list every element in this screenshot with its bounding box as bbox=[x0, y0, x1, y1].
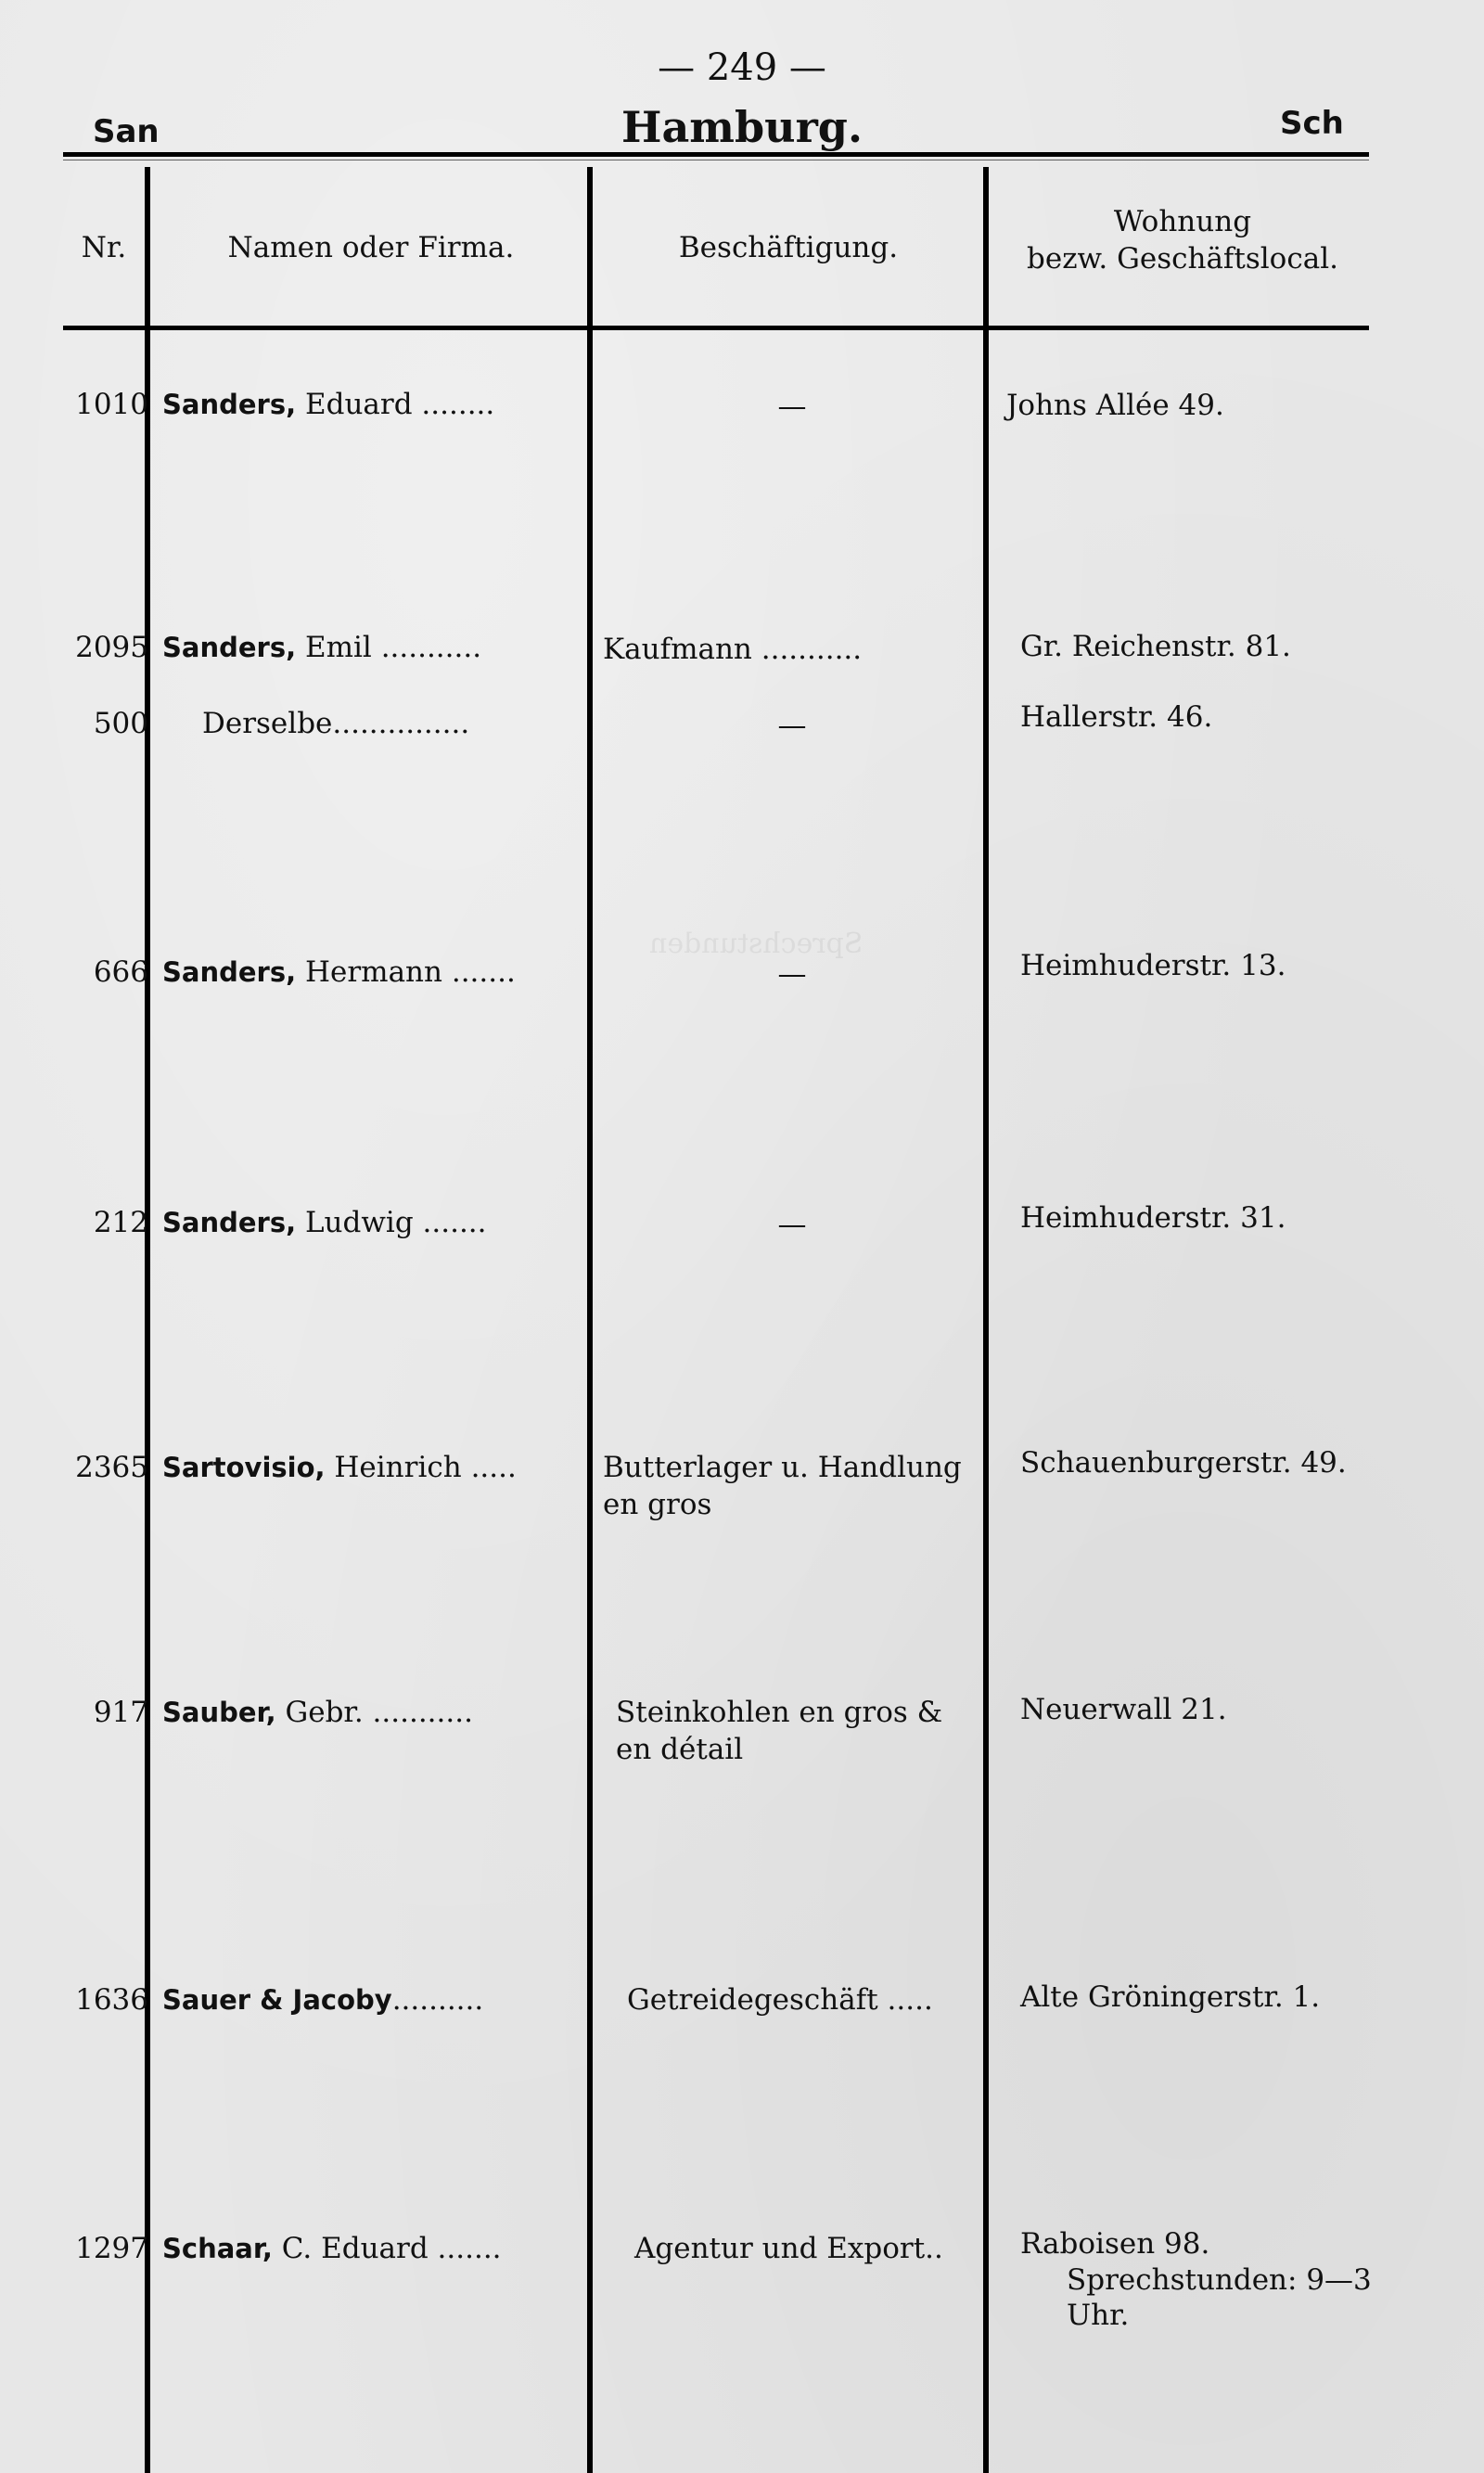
entry-given-name: Ludwig bbox=[304, 1206, 414, 1239]
entry-surname: Sanders, bbox=[162, 1207, 297, 1238]
column-header-rule bbox=[63, 326, 1369, 330]
entry-nr: 2365 bbox=[75, 1451, 148, 1484]
entry-name bbox=[162, 388, 584, 421]
entry-nr: 1010 bbox=[75, 388, 148, 421]
page-number: — 249 — bbox=[658, 46, 826, 89]
column-header-address bbox=[997, 203, 1368, 277]
entry-nr: 1636 bbox=[75, 1983, 148, 2017]
column-header-name: Namen oder Firma. bbox=[227, 231, 515, 264]
column-header-address-line2: bezw. Geschäftslocal. bbox=[1027, 242, 1338, 275]
column-header-nr: Nr. bbox=[81, 231, 127, 264]
entry-leader: ........ bbox=[421, 388, 495, 421]
entry-nr: 2095 bbox=[75, 631, 148, 664]
entry-address: Alte Gröningerstr. 1. bbox=[1020, 1980, 1321, 2014]
entry-leader: ..... bbox=[470, 1451, 517, 1484]
entry-surname: Sartovisio, bbox=[162, 1452, 326, 1483]
entry-occupation: — bbox=[777, 957, 807, 991]
entry-occupation: Butterlager u. Handlung en gros bbox=[603, 1451, 962, 1521]
entry-occupation: Getreidegeschäft ..... bbox=[627, 1983, 933, 2017]
entry-occupation: Kaufmann ........... bbox=[603, 633, 863, 666]
entry-name bbox=[162, 1451, 584, 1484]
entry-leader: ............... bbox=[332, 707, 470, 740]
entry-given-name: Eduard bbox=[304, 388, 413, 421]
entry-given-name: Derselbe bbox=[202, 707, 333, 740]
entry-name bbox=[162, 1983, 584, 2017]
entry-given-name: Gebr. bbox=[285, 1696, 364, 1729]
bleed-through-text: Sprechstunden bbox=[649, 928, 864, 960]
entry-address: Heimhuderstr. 31. bbox=[1020, 1201, 1286, 1235]
column-header-address-line1: Wohnung bbox=[1113, 205, 1252, 238]
entry-occupation: — bbox=[777, 1208, 807, 1241]
entry-name bbox=[162, 955, 584, 989]
entry-nr: 1297 bbox=[75, 2232, 148, 2265]
right-letter-range: Sch bbox=[1280, 105, 1344, 142]
entry-given-name: Emil bbox=[304, 631, 372, 664]
entry-name bbox=[162, 1696, 584, 1729]
entry-surname: Schaar, bbox=[162, 2233, 273, 2264]
entry-occupation: Steinkohlen en gros & en détail bbox=[616, 1696, 943, 1766]
entry-leader: ....... bbox=[451, 955, 516, 989]
entry-name bbox=[162, 1206, 584, 1239]
entry-leader: ........... bbox=[372, 1696, 473, 1729]
entry-address: Heimhuderstr. 13. bbox=[1020, 949, 1286, 982]
entry-leader: ....... bbox=[437, 2232, 502, 2265]
entry-leader: ........... bbox=[380, 631, 482, 664]
column-divider-2 bbox=[587, 167, 593, 2473]
entry-address: Gr. Reichenstr. 81. bbox=[1020, 630, 1291, 663]
entry-leader: ....... bbox=[422, 1206, 487, 1239]
entry-occupation: Agentur und Export.. bbox=[634, 2232, 943, 2265]
entry-surname: Sanders, bbox=[162, 956, 297, 988]
entry-nr: 917 bbox=[93, 1696, 148, 1729]
entry-address: Raboisen 98. bbox=[1020, 2227, 1210, 2261]
entry-surname: Sauber, bbox=[162, 1697, 276, 1728]
header-rule bbox=[63, 152, 1369, 157]
column-header-occupation: Beschäftigung. bbox=[678, 231, 899, 264]
entry-nr: 500 bbox=[93, 707, 148, 740]
entry-surname: Sanders, bbox=[162, 632, 297, 663]
column-divider-3 bbox=[983, 167, 989, 2473]
entry-surname: Sanders, bbox=[162, 389, 297, 420]
entry-given-name: Hermann bbox=[304, 955, 442, 989]
entry-address: Johns Allée 49. bbox=[1006, 389, 1224, 422]
entry-address: Neuerwall 21. bbox=[1020, 1693, 1227, 1726]
entry-nr: 212 bbox=[93, 1206, 148, 1239]
entry-occupation: — bbox=[777, 390, 807, 423]
city-title: Hamburg. bbox=[621, 102, 863, 152]
entry-leader: .......... bbox=[391, 1983, 484, 2017]
entry-address-office-hours-unit: Uhr. bbox=[1067, 2299, 1130, 2332]
entry-name bbox=[162, 2232, 584, 2265]
entry-name bbox=[162, 631, 584, 664]
entry-nr: 666 bbox=[93, 955, 148, 989]
entry-given-name: C. Eduard bbox=[281, 2232, 429, 2265]
entry-address: Hallerstr. 46. bbox=[1020, 700, 1213, 734]
entry-surname: Sauer & Jacoby bbox=[162, 1984, 392, 2016]
entry-address-office-hours: Sprechstunden: 9—3 bbox=[1067, 2263, 1372, 2297]
left-letter-range: San bbox=[93, 113, 160, 150]
entry-address: Schauenburgerstr. 49. bbox=[1020, 1446, 1347, 1480]
entry-occupation: — bbox=[777, 709, 807, 742]
entry-given-name: Heinrich bbox=[334, 1451, 462, 1484]
entry-name bbox=[202, 707, 624, 740]
column-divider-1 bbox=[145, 167, 150, 2473]
